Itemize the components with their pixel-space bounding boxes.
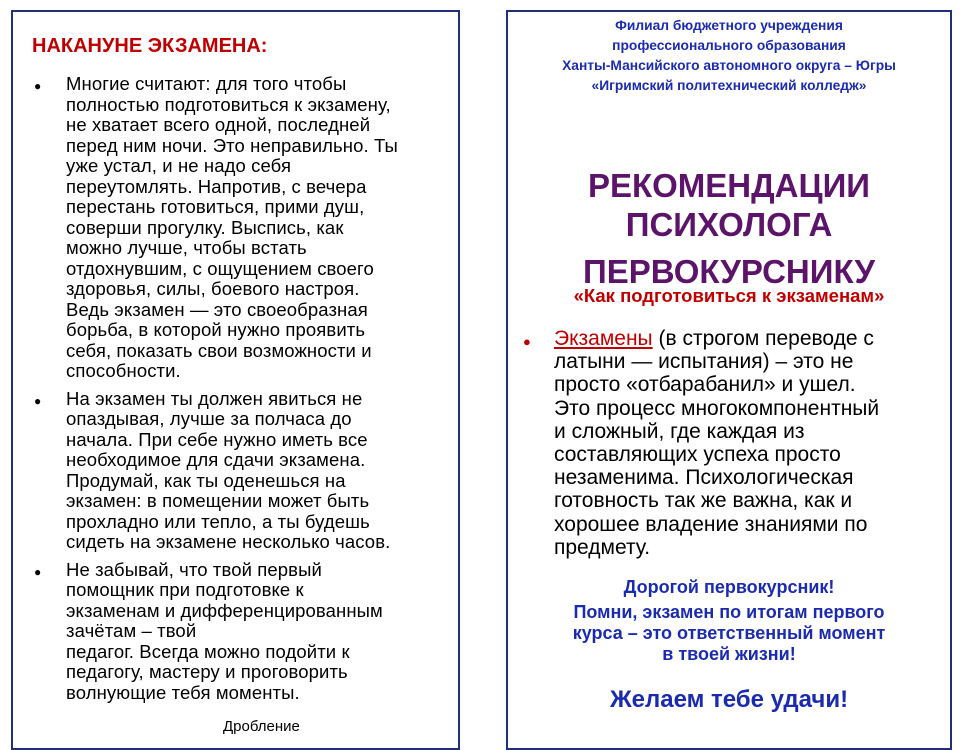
title-line-1: РЕКОМЕНДАЦИИ ПСИХОЛОГА — [587, 167, 871, 243]
left-bullet-list — [13, 74, 458, 710]
greeting-text: Помни, экзамен по итогам первого курса – это ответственный момент в твоей жизни! — [572, 602, 886, 664]
bullet-icon: ● — [34, 564, 42, 579]
bullet-body: (в строгом переводе с латыни — испытания) – это не просто «отбарабанил» и ушел. Это процесс многокомпонентный и сложный, где каждая из составляющих успеха просто незаменима. Психологическая готовность так же важна, как и хорошее владение знаниями по предмету. — [554, 327, 880, 559]
title-line-2: ПЕРВОКУРСНИКУ — [583, 253, 875, 290]
list-item — [13, 560, 458, 704]
left-panel — [11, 10, 460, 750]
list-item — [13, 74, 458, 382]
list-item-text: Многие считают: для того чтобы полностью подготовиться к экзамену, не хватает всего одной, последней перед ним ночи. Это неправильно. Ты уже устал, и не надо себя переутомлять. Напротив, с вечера перестань готовиться, прими душ, соверши прогулку. Выспись, как можно лучше, чтобы встать отдохнувшим, с ощущением своего здоровья, силы, боевого настроя. Ведь экзамен — это своеобразная борьба, в которой нужно проявить себя, показать свои возможности и способности. — [66, 73, 398, 381]
list-item-text: Не забывай, что твой первый помощник при подготовке к экзаменам и дифференцированным зачётам – твой педагог. Всегда можно подойти к педагогу, мастеру и проговорить волнующие тебя моменты. — [66, 558, 383, 703]
bullet-icon: ● — [523, 334, 531, 349]
list-item — [13, 389, 458, 553]
right-panel — [506, 10, 952, 750]
bullet-icon: ● — [34, 79, 42, 93]
left-footer-cut-text: Дробление — [223, 718, 300, 735]
list-item — [508, 327, 950, 559]
left-title: НАКАНУНЕ ЭКЗАМЕНА: — [32, 35, 268, 57]
wish-text: Желаем тебе удачи! — [609, 686, 849, 713]
institution-header: Филиал бюджетного учреждения профессионального образования Ханты-Мансийского автономного округа – Югры «Игримский политехнический колледж» — [562, 18, 896, 93]
bullet-icon: ● — [34, 393, 42, 408]
subtitle: «Как подготовиться к экзаменам» — [573, 285, 885, 306]
list-item-text: На экзамен ты должен явиться не опаздывая, лучше за полчаса до начала. При себе нужно иметь все необходимое для сдачи экзамена. Продумай, как ты оденешься на экзамен: в помещении может быть прохладно или тепло, а ты будешь сидеть на экзамене несколько часов. — [66, 387, 391, 552]
list-item-text — [554, 327, 934, 559]
greeting-heading: Дорогой первокурсник! — [623, 577, 835, 597]
keyword-link[interactable]: Экзамены — [554, 327, 653, 350]
right-bullet-list — [508, 327, 950, 559]
